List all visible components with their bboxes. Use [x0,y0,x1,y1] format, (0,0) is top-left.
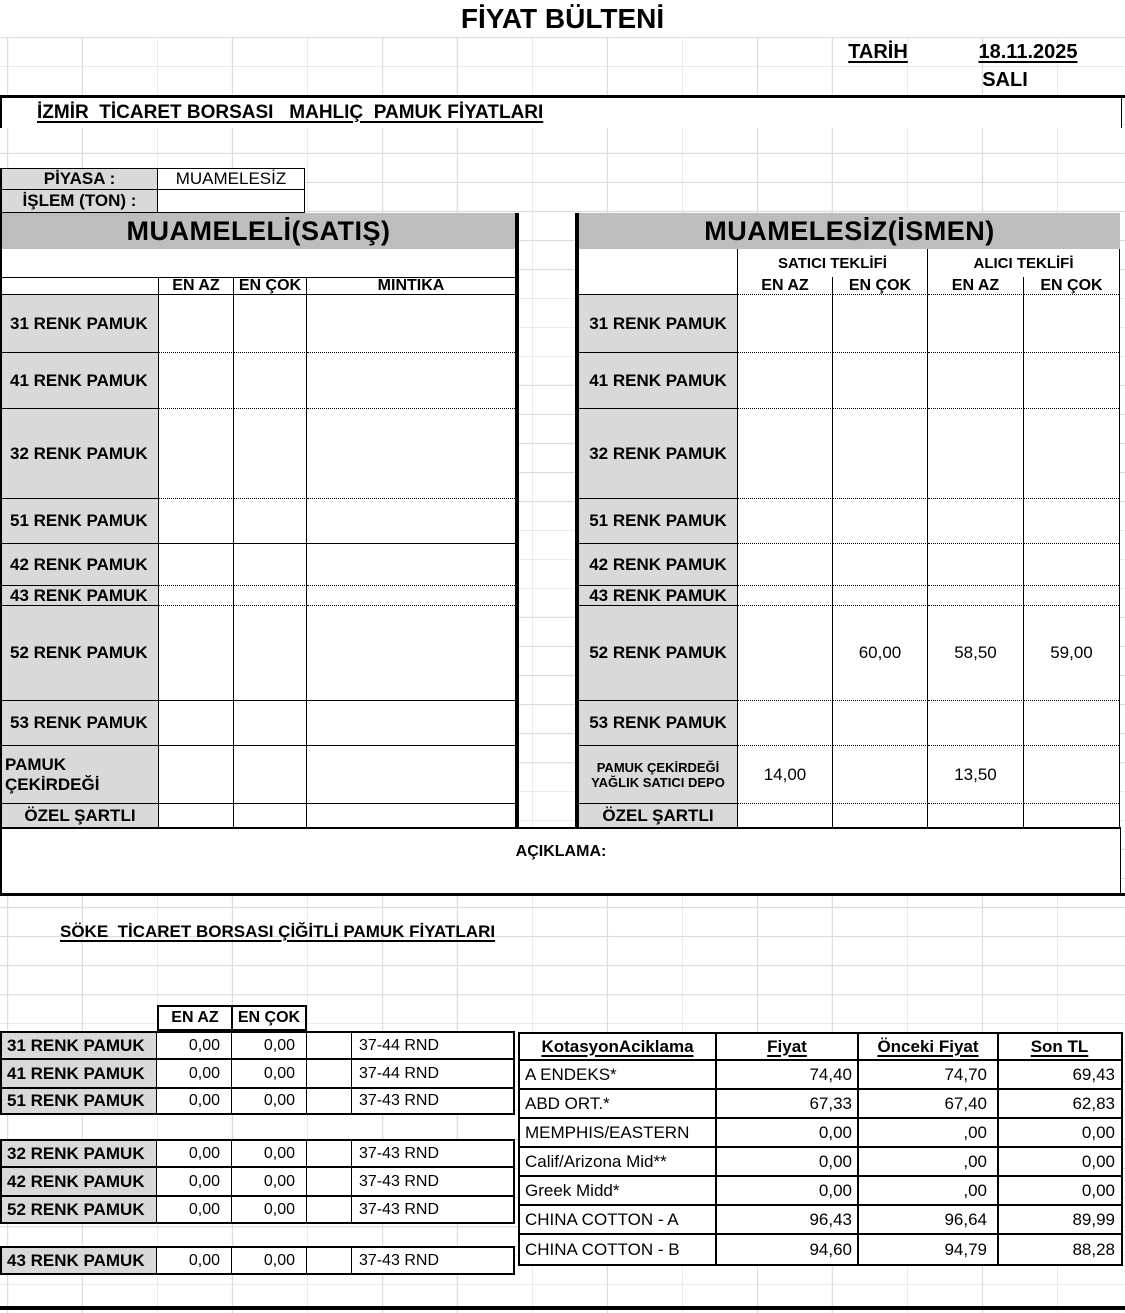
soke-table [0,1031,515,1275]
table-row [520,1061,1121,1090]
kotasyon-name: A ENDEKS* [520,1061,717,1088]
muameleli-satis-header: MUAMELELİ(SATIŞ) [0,213,515,249]
table-row [2,803,515,827]
satici-en-az-cell[interactable] [738,498,833,543]
en-cok-cell[interactable]: 0,00 [232,1197,307,1224]
table-row [0,1139,515,1168]
en-cok-cell[interactable] [234,498,307,543]
rnd-cell[interactable]: 37-43 RND [352,1139,515,1168]
mintika-cell[interactable] [307,295,515,352]
table-row [0,1246,515,1275]
rnd-cell[interactable]: 37-43 RND [352,1089,515,1115]
alici-en-cok-cell[interactable] [1024,803,1119,827]
kotasyon-name: CHINA COTTON - A [520,1206,717,1233]
en-cok-cell[interactable] [234,585,307,605]
table-row [0,1168,515,1197]
son-tl-cell[interactable]: 89,99 [1072,1209,1115,1229]
row-label: 31 RENK PAMUK [0,1031,157,1060]
son-tl-cell[interactable]: 88,28 [1072,1239,1115,1259]
table-row [2,352,515,408]
row-label: 52 RENK PAMUK [0,1197,157,1224]
mintika-cell[interactable] [307,745,515,803]
alici-en-cok-cell[interactable] [1024,352,1119,408]
aciklama-bottom-border [0,893,1125,896]
en-az-cell[interactable]: 0,00 [157,1060,232,1089]
col-header-en-cok: EN ÇOK [833,277,928,295]
muameleli-table [0,249,515,827]
table-row [579,745,1119,803]
en-cok-cell[interactable]: 0,00 [232,1060,307,1089]
empty-cell[interactable] [307,1139,352,1168]
en-az-cell[interactable]: 0,00 [157,1139,232,1168]
onceki-fiyat-cell[interactable]: 96,64 [859,1206,999,1233]
date-value[interactable]: 18.11.2025 [978,41,1078,63]
table-row [520,1119,1121,1148]
en-cok-cell[interactable] [234,543,307,585]
en-cok-cell[interactable]: 0,00 [232,1031,307,1060]
col-header-son-tl: Son TL [1030,1036,1089,1056]
soke-section-row [60,920,495,944]
row-label: 53 RENK PAMUK [2,700,159,745]
empty-cell[interactable] [307,1031,352,1060]
alici-teklifi-header: ALICI TEKLİFİ [973,254,1074,272]
sheet-bottom-border [0,1306,1125,1310]
kotasyon-table [518,1032,1123,1266]
date-label: TARİH [848,41,908,63]
en-cok-cell[interactable]: 0,00 [232,1089,307,1115]
en-az-cell[interactable] [159,498,234,543]
rnd-cell[interactable]: 37-44 RND [352,1031,515,1060]
empty-cell[interactable] [307,1060,352,1089]
satici-en-az-cell[interactable] [738,585,833,605]
fiyat-cell[interactable]: 94,60 [717,1235,859,1264]
muamelesiz-table [579,249,1120,827]
alici-en-az-cell[interactable] [928,295,1024,352]
satici-en-cok-cell[interactable] [833,408,928,498]
table-row [579,352,1119,408]
table-divider-left [515,213,519,827]
satici-en-cok-cell[interactable] [833,543,928,585]
en-cok-cell[interactable] [234,700,307,745]
empty-cell[interactable] [307,1089,352,1115]
table-row [579,605,1119,700]
row-label: 41 RENK PAMUK [2,352,159,408]
row-label: ÖZEL ŞARTLI [579,803,738,827]
alici-en-az-cell[interactable] [928,700,1024,745]
spacer-row [0,1224,515,1246]
table-row [520,1235,1121,1264]
en-cok-cell[interactable] [234,605,307,700]
alici-en-cok-cell[interactable]: 59,00 [1024,605,1119,700]
son-tl-cell[interactable]: 62,83 [1072,1093,1115,1113]
satici-en-cok-cell[interactable] [833,295,928,352]
mintika-cell[interactable] [307,605,515,700]
onceki-fiyat-cell[interactable]: 94,79 [859,1235,999,1264]
kotasyon-name: ABD ORT.* [520,1090,717,1117]
en-az-cell[interactable] [159,295,234,352]
en-az-cell[interactable]: 0,00 [157,1089,232,1115]
islem-label: İŞLEM (TON) : [0,189,158,213]
row-label: 32 RENK PAMUK [2,408,159,498]
table-row [2,585,515,605]
mintika-cell[interactable] [307,803,515,827]
row-label: 43 RENK PAMUK [0,1246,157,1275]
mintika-cell[interactable] [307,352,515,408]
fiyat-cell[interactable]: 74,40 [717,1061,859,1088]
table-row [579,700,1119,745]
row-label: 32 RENK PAMUK [0,1139,157,1168]
satici-en-az-cell[interactable] [738,543,833,585]
rnd-cell[interactable]: 37-44 RND [352,1060,515,1089]
col-header-mintika: MINTIKA [307,277,515,295]
table-row [520,1206,1121,1235]
satici-en-cok-cell[interactable]: 60,00 [833,605,928,700]
table-row [0,1089,515,1115]
alici-en-az-cell[interactable]: 13,50 [928,745,1024,803]
en-az-cell[interactable] [159,605,234,700]
satici-en-cok-cell[interactable] [833,745,928,803]
row-label: 42 RENK PAMUK [579,543,738,585]
alici-en-cok-cell[interactable] [1024,700,1119,745]
alici-en-cok-cell[interactable] [1024,745,1119,803]
col-header-fiyat: Fiyat [717,1034,859,1059]
satici-en-az-cell[interactable] [738,408,833,498]
islem-value[interactable] [158,189,305,213]
en-cok-cell[interactable] [234,745,307,803]
piyasa-value[interactable]: MUAMELESİZ [158,168,305,190]
rnd-cell[interactable]: 37-43 RND [352,1168,515,1197]
en-az-cell[interactable] [159,543,234,585]
alici-en-cok-cell[interactable] [1024,498,1119,543]
day-value: SALI [982,69,1028,91]
empty-cell[interactable] [307,1168,352,1197]
alici-en-az-cell[interactable] [928,352,1024,408]
row-label: 41 RENK PAMUK [0,1060,157,1089]
fiyat-cell[interactable]: 0,00 [717,1148,859,1175]
satici-en-cok-cell[interactable] [833,352,928,408]
col-header-en-az: EN AZ [159,277,234,295]
alici-en-az-cell[interactable] [928,543,1024,585]
table-row [2,605,515,700]
en-cok-cell[interactable] [234,352,307,408]
col-header-onceki-fiyat: Önceki Fiyat [859,1034,999,1059]
table-row [2,543,515,585]
table-header-row [520,1034,1121,1061]
mintika-cell[interactable] [307,498,515,543]
en-az-cell[interactable] [159,803,234,827]
row-label: 51 RENK PAMUK [2,498,159,543]
en-cok-cell[interactable] [234,803,307,827]
table-row [2,498,515,543]
soke-col-header-en-cok: EN ÇOK [231,1005,307,1031]
onceki-fiyat-cell[interactable]: 74,70 [859,1061,999,1088]
soke-section-title: SÖKE TİCARET BORSASI ÇİĞİTLİ PAMUK FİYATLARI [60,922,496,941]
row-label: 51 RENK PAMUK [0,1089,157,1115]
row-label: 31 RENK PAMUK [2,295,159,352]
alici-en-az-cell[interactable]: 58,50 [928,605,1024,700]
muamelesiz-ismen-header: MUAMELESİZ(İSMEN) [579,213,1120,249]
satici-en-cok-cell[interactable] [833,803,928,827]
soke-col-header-en-az: EN AZ [157,1005,233,1031]
satici-en-az-cell[interactable]: 14,00 [738,745,833,803]
table-row [520,1148,1121,1177]
alici-en-cok-cell[interactable] [1024,295,1119,352]
alici-en-cok-cell[interactable] [1024,585,1119,605]
alici-en-az-cell[interactable] [928,498,1024,543]
rnd-cell[interactable]: 37-43 RND [352,1246,515,1275]
row-label: PAMUK ÇEKİRDEĞİ [2,745,159,803]
fiyat-cell[interactable]: 67,33 [717,1090,859,1117]
piyasa-label: PİYASA : [0,168,158,190]
en-cok-cell[interactable] [234,408,307,498]
row-label: PAMUK ÇEKİRDEĞİ YAĞLIK SATICI DEPO [579,745,738,803]
alici-en-cok-cell[interactable] [1024,543,1119,585]
fiyat-cell[interactable]: 0,00 [717,1177,859,1204]
table-row [579,498,1119,543]
son-tl-cell[interactable]: 0,00 [1081,1180,1115,1200]
aciklama-label: AÇIKLAMA: [515,843,607,860]
alici-en-az-cell[interactable] [928,585,1024,605]
alici-en-az-cell[interactable] [928,408,1024,498]
onceki-fiyat-cell[interactable]: ,00 [859,1119,999,1146]
title-row [0,0,1125,37]
row-label: 52 RENK PAMUK [579,605,738,700]
col-header-en-cok: EN ÇOK [234,277,307,295]
en-az-cell[interactable] [159,745,234,803]
row-label: ÖZEL ŞARTLI [2,803,159,827]
onceki-fiyat-cell[interactable]: ,00 [859,1148,999,1175]
row-label: 43 RENK PAMUK [2,585,159,605]
en-az-cell[interactable] [159,352,234,408]
satici-en-az-cell[interactable] [738,605,833,700]
spacer-row [0,1115,515,1139]
col-header-en-az: EN AZ [928,277,1024,295]
satici-en-az-cell[interactable] [738,700,833,745]
izmir-section-row [0,98,1122,128]
row-label: 31 RENK PAMUK [579,295,738,352]
onceki-fiyat-cell[interactable]: 67,40 [859,1090,999,1117]
alici-en-az-cell[interactable] [928,803,1024,827]
satici-en-cok-cell[interactable] [833,498,928,543]
en-cok-cell[interactable]: 0,00 [232,1139,307,1168]
en-az-cell[interactable]: 0,00 [157,1168,232,1197]
en-az-cell[interactable] [159,700,234,745]
row-label: 43 RENK PAMUK [579,585,738,605]
mintika-cell[interactable] [307,585,515,605]
satici-teklifi-header: SATICI TEKLİFİ [738,249,928,277]
table-row [2,745,515,803]
col-header-kotasyon: KotasyonAciklama [520,1034,717,1059]
mintika-cell[interactable] [307,700,515,745]
empty-cell[interactable] [307,1246,352,1275]
satici-en-az-cell[interactable] [738,803,833,827]
satici-en-cok-cell[interactable] [833,585,928,605]
mintika-cell[interactable] [307,408,515,498]
satici-en-az-cell[interactable] [738,352,833,408]
kotasyon-name: Greek Midd* [520,1177,717,1204]
alici-en-cok-cell[interactable] [1024,408,1119,498]
kotasyon-name: MEMPHIS/EASTERN [520,1119,717,1146]
en-az-cell[interactable]: 0,00 [157,1031,232,1060]
row-label: 53 RENK PAMUK [579,700,738,745]
son-tl-cell[interactable]: 0,00 [1081,1151,1115,1171]
rnd-cell[interactable]: 37-43 RND [352,1197,515,1224]
aciklama-box [0,829,1121,893]
row-label: 42 RENK PAMUK [0,1168,157,1197]
en-cok-cell[interactable] [234,295,307,352]
en-az-cell[interactable]: 0,00 [157,1246,232,1275]
table-row [2,408,515,498]
table-row [0,1197,515,1224]
izmir-section-title: İZMİR TİCARET BORSASI MAHLIÇ PAMUK FİYATLARI [37,102,544,123]
table-row [579,295,1119,352]
en-cok-cell[interactable]: 0,00 [232,1246,307,1275]
onceki-fiyat-cell[interactable]: ,00 [859,1177,999,1204]
son-tl-cell[interactable]: 0,00 [1081,1122,1115,1142]
table-row [0,1060,515,1089]
table-row [579,585,1119,605]
son-tl-cell[interactable]: 69,43 [1072,1064,1115,1084]
en-az-cell[interactable]: 0,00 [157,1197,232,1224]
table-row [579,408,1119,498]
fiyat-cell[interactable]: 96,43 [717,1206,859,1233]
table-row [520,1090,1121,1119]
mintika-cell[interactable] [307,543,515,585]
table-row [2,295,515,352]
en-cok-cell[interactable]: 0,00 [232,1168,307,1197]
satici-en-az-cell[interactable] [738,295,833,352]
col-header-en-cok: EN ÇOK [1024,277,1119,295]
fiyat-cell[interactable]: 0,00 [717,1119,859,1146]
col-header-en-az: EN AZ [738,277,833,295]
kotasyon-name: CHINA COTTON - B [520,1235,717,1264]
satici-en-cok-cell[interactable] [833,700,928,745]
row-label: 41 RENK PAMUK [579,352,738,408]
table-row [520,1177,1121,1206]
table-row [0,1031,515,1060]
row-label: 42 RENK PAMUK [2,543,159,585]
table-row [579,543,1119,585]
empty-cell[interactable] [307,1197,352,1224]
table-row [2,700,515,745]
kotasyon-name: Calif/Arizona Mid** [520,1148,717,1175]
page-title: FİYAT BÜLTENİ [460,2,665,34]
table-row [579,803,1119,827]
en-az-cell[interactable] [159,585,234,605]
row-label: 32 RENK PAMUK [579,408,738,498]
row-label: 52 RENK PAMUK [2,605,159,700]
row-label: 51 RENK PAMUK [579,498,738,543]
en-az-cell[interactable] [159,408,234,498]
